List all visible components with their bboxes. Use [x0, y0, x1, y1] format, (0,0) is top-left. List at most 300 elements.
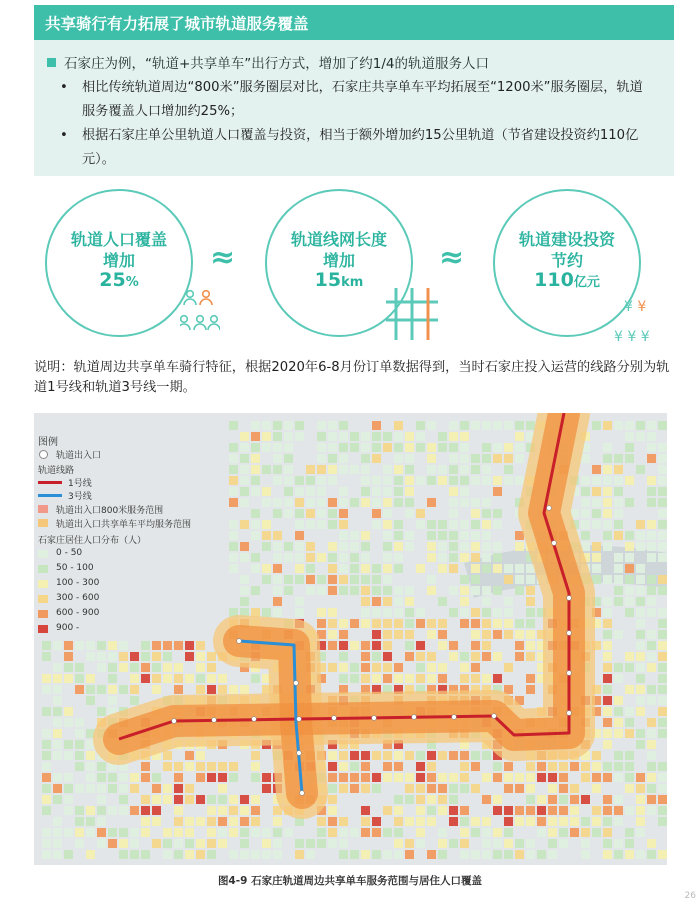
- population-cell: [394, 586, 403, 595]
- population-cell: [438, 663, 447, 672]
- population-cell: [196, 674, 205, 683]
- population-cell: [262, 773, 271, 782]
- population-cell: [240, 597, 249, 606]
- population-cell: [625, 751, 634, 760]
- population-cell: [438, 465, 447, 474]
- population-cell: [460, 773, 469, 782]
- population-cell: [603, 718, 612, 727]
- population-cell: [592, 828, 601, 837]
- population-cell: [449, 795, 458, 804]
- population-cell: [504, 619, 513, 628]
- population-cell: [295, 575, 304, 584]
- population-cell: [460, 531, 469, 540]
- population-cell: [438, 674, 447, 683]
- population-cell: [504, 597, 513, 606]
- population-cell: [207, 795, 216, 804]
- population-cell: [482, 652, 491, 661]
- population-cell: [339, 509, 348, 518]
- population-cell: [559, 795, 568, 804]
- population-cell: [97, 652, 106, 661]
- population-cell: [658, 850, 667, 859]
- population-cell: [317, 817, 326, 826]
- population-cell: [427, 751, 436, 760]
- population-cell: [207, 828, 216, 837]
- population-cell: [295, 850, 304, 859]
- population-cell: [339, 586, 348, 595]
- population-cell: [537, 762, 546, 771]
- population-cell: [438, 784, 447, 793]
- population-cell: [394, 828, 403, 837]
- population-cell: [493, 487, 502, 496]
- population-cell: [405, 531, 414, 540]
- population-cell: [449, 509, 458, 518]
- population-cell: [647, 586, 656, 595]
- population-cell: [383, 465, 392, 474]
- population-cell: [339, 465, 348, 474]
- population-cell: [636, 707, 645, 716]
- population-cell: [504, 454, 513, 463]
- population-cell: [251, 586, 260, 595]
- population-cell: [394, 597, 403, 606]
- population-cell: [273, 498, 282, 507]
- population-cell: [526, 685, 535, 694]
- approx-symbol: ≈: [439, 240, 465, 275]
- population-cell: [603, 839, 612, 848]
- population-cell: [42, 641, 51, 650]
- population-cell: [636, 674, 645, 683]
- population-cell: [592, 784, 601, 793]
- population-cell: [361, 652, 370, 661]
- population-cell: [339, 531, 348, 540]
- population-cell: [526, 674, 535, 683]
- population-cell: [493, 542, 502, 551]
- population-cell: [460, 806, 469, 815]
- population-cell: [339, 828, 348, 837]
- population-cell: [251, 828, 260, 837]
- population-cell: [339, 564, 348, 573]
- population-cell: [394, 421, 403, 430]
- population-cell: [240, 498, 249, 507]
- population-cell: [361, 762, 370, 771]
- population-cell: [350, 850, 359, 859]
- population-cell: [86, 641, 95, 650]
- population-cell: [273, 839, 282, 848]
- population-cell: [130, 674, 139, 683]
- population-cell: [636, 465, 645, 474]
- population-cell: [559, 784, 568, 793]
- population-cell: [306, 553, 315, 562]
- population-cell: [405, 509, 414, 518]
- population-cell: [317, 465, 326, 474]
- population-cell: [53, 795, 62, 804]
- population-cell: [416, 509, 425, 518]
- population-cell: [438, 619, 447, 628]
- population-cell: [383, 432, 392, 441]
- population-cell: [240, 465, 249, 474]
- stat-sub: 增加: [322, 251, 355, 270]
- population-cell: [328, 575, 337, 584]
- population-cell: [207, 806, 216, 815]
- panel-title: 共享骑行有力拓展了城市轨道服务覆盖: [45, 15, 309, 33]
- population-cell: [493, 828, 502, 837]
- population-cell: [636, 630, 645, 639]
- population-cell: [372, 663, 381, 672]
- population-cell: [636, 586, 645, 595]
- population-cell: [350, 751, 359, 760]
- population-cell: [229, 850, 238, 859]
- population-cell: [471, 421, 480, 430]
- population-cell: [86, 850, 95, 859]
- population-cell: [647, 531, 656, 540]
- population-cell: [152, 674, 161, 683]
- population-cell: [152, 817, 161, 826]
- population-cell: [229, 685, 238, 694]
- population-cell: [636, 685, 645, 694]
- population-cell: [647, 542, 656, 551]
- population-cell: [515, 619, 524, 628]
- population-cell: [328, 498, 337, 507]
- population-cell: [460, 553, 469, 562]
- population-cell: [251, 520, 260, 529]
- population-cell: [658, 553, 667, 562]
- population-cell: [416, 564, 425, 573]
- population-cell: [317, 520, 326, 529]
- population-cell: [295, 608, 304, 617]
- population-cell: [460, 762, 469, 771]
- population-cell: [416, 751, 425, 760]
- population-cell: [42, 795, 51, 804]
- population-cell: [284, 443, 293, 452]
- population-cell: [449, 784, 458, 793]
- population-cell: [438, 520, 447, 529]
- population-cell: [108, 696, 117, 705]
- population-cell: [394, 498, 403, 507]
- population-cell: [119, 795, 128, 804]
- population-cell: [207, 773, 216, 782]
- population-cell: [460, 465, 469, 474]
- population-cell: [97, 828, 106, 837]
- population-cell: [570, 828, 579, 837]
- population-cell: [317, 575, 326, 584]
- population-cell: [130, 850, 139, 859]
- population-cell: [361, 476, 370, 485]
- population-cell: [350, 663, 359, 672]
- population-cell: [405, 773, 414, 782]
- population-cell: [471, 850, 480, 859]
- summary-panel: [34, 5, 674, 176]
- population-cell: [647, 443, 656, 452]
- population-cell: [229, 806, 238, 815]
- population-cell: [394, 465, 403, 474]
- population-cell: [482, 531, 491, 540]
- population-cell: [614, 498, 623, 507]
- population-cell: [603, 685, 612, 694]
- population-cell: [372, 421, 381, 430]
- population-cell: [328, 619, 337, 628]
- population-cell: [394, 817, 403, 826]
- population-cell: [317, 421, 326, 430]
- population-cell: [394, 630, 403, 639]
- population-cell: [614, 663, 623, 672]
- population-cell: [405, 619, 414, 628]
- population-cell: [625, 685, 634, 694]
- population-cell: [493, 564, 502, 573]
- population-cell: [229, 498, 238, 507]
- population-cell: [636, 421, 645, 430]
- stat-circle-population: [45, 189, 193, 337]
- population-cell: [185, 817, 194, 826]
- population-cell: [647, 498, 656, 507]
- population-cell: [636, 619, 645, 628]
- population-cell: [614, 839, 623, 848]
- population-cell: [416, 619, 425, 628]
- population-cell: [658, 498, 667, 507]
- population-cell: [196, 652, 205, 661]
- population-cell: [471, 531, 480, 540]
- population-cell: [372, 597, 381, 606]
- population-cell: [53, 685, 62, 694]
- population-cell: [603, 740, 612, 749]
- station-entrance: [252, 717, 257, 722]
- population-cell: [471, 454, 480, 463]
- population-cell: [416, 784, 425, 793]
- population-cell: [163, 850, 172, 859]
- population-cell: [636, 817, 645, 826]
- population-cell: [614, 762, 623, 771]
- bullet-line: 相比传统轨道周边“800米”服务圈层对比，石家庄共享单车平均拓展至“1200米”服务圈层，轨道: [82, 80, 643, 95]
- population-cell: [273, 586, 282, 595]
- population-cell: [658, 586, 667, 595]
- population-cell: [482, 465, 491, 474]
- population-cell: [218, 839, 227, 848]
- population-cell: [394, 795, 403, 804]
- note-text: 说明：轨道周边共享单车骑行特征，根据2020年6-8月份订单数据得到，当时石家庄投入运营的线路分别为轨道1号线和轨道3号线一期。: [34, 360, 670, 395]
- population-cell: [64, 707, 73, 716]
- population-cell: [383, 575, 392, 584]
- population-cell: [130, 652, 139, 661]
- station-entrance: [567, 711, 572, 716]
- population-cell: [383, 487, 392, 496]
- population-cell: [416, 421, 425, 430]
- population-cell: [339, 751, 348, 760]
- population-cell: [328, 795, 337, 804]
- population-cell: [163, 762, 172, 771]
- legend-title: 图例: [38, 437, 58, 448]
- population-cell: [416, 641, 425, 650]
- population-cell: [614, 586, 623, 595]
- population-cell: [658, 509, 667, 518]
- population-cell: [515, 630, 524, 639]
- population-cell: [306, 564, 315, 573]
- population-cell: [262, 839, 271, 848]
- stat-value: 15: [314, 269, 342, 291]
- population-cell: [262, 520, 271, 529]
- population-cell: [251, 608, 260, 617]
- population-cell: [427, 817, 436, 826]
- population-cell: [526, 630, 535, 639]
- population-cell: [559, 817, 568, 826]
- population-cell: [262, 575, 271, 584]
- population-cell: [97, 685, 106, 694]
- population-cell: [427, 619, 436, 628]
- population-cell: [647, 696, 656, 705]
- population-cell: [284, 421, 293, 430]
- population-cell: [383, 608, 392, 617]
- population-cell: [42, 806, 51, 815]
- population-cell: [53, 773, 62, 782]
- population-cell: [427, 762, 436, 771]
- population-cell: [658, 652, 667, 661]
- population-cell: [515, 432, 524, 441]
- population-cell: [449, 751, 458, 760]
- population-cell: [394, 476, 403, 485]
- population-cell: [339, 762, 348, 771]
- population-cell: [515, 586, 524, 595]
- population-cell: [636, 542, 645, 551]
- population-cell: [603, 674, 612, 683]
- population-cell: [482, 421, 491, 430]
- population-cell: [482, 795, 491, 804]
- population-cell: [53, 839, 62, 848]
- population-cell: [53, 641, 62, 650]
- population-cell: [559, 806, 568, 815]
- population-cell: [229, 542, 238, 551]
- population-cell: [471, 553, 480, 562]
- population-cell: [548, 784, 557, 793]
- population-cell: [53, 696, 62, 705]
- population-cell: [625, 542, 634, 551]
- population-cell: [482, 553, 491, 562]
- population-cell: [339, 630, 348, 639]
- population-cell: [504, 773, 513, 782]
- population-cell: [328, 443, 337, 452]
- population-cell: [482, 498, 491, 507]
- population-cell: [273, 817, 282, 826]
- population-cell: [317, 608, 326, 617]
- population-cell: [405, 839, 414, 848]
- population-cell: [647, 520, 656, 529]
- population-cell: [339, 487, 348, 496]
- population-cell: [339, 520, 348, 529]
- population-cell: [559, 762, 568, 771]
- population-cell: [625, 586, 634, 595]
- population-cell: [603, 652, 612, 661]
- population-cell: [240, 828, 249, 837]
- population-cell: [460, 817, 469, 826]
- population-cell: [625, 531, 634, 540]
- population-cell: [372, 619, 381, 628]
- bullet-dot: •: [60, 80, 68, 95]
- population-cell: [295, 839, 304, 848]
- population-cell: [493, 608, 502, 617]
- population-cell: [460, 674, 469, 683]
- population-cell: [504, 828, 513, 837]
- population-cell: [625, 718, 634, 727]
- population-cell: [317, 839, 326, 848]
- population-cell: [53, 674, 62, 683]
- population-cell: [493, 795, 502, 804]
- population-cell: [603, 542, 612, 551]
- station-entrance: [412, 715, 417, 720]
- population-cell: [592, 575, 601, 584]
- population-cell: [647, 630, 656, 639]
- population-cell: [625, 608, 634, 617]
- population-cell: [482, 586, 491, 595]
- population-cell: [537, 795, 546, 804]
- population-cell: [97, 817, 106, 826]
- population-cell: [570, 795, 579, 804]
- population-cell: [328, 454, 337, 463]
- population-cell: [317, 828, 326, 837]
- population-cell: [603, 828, 612, 837]
- population-cell: [515, 839, 524, 848]
- bullet-item: [60, 76, 680, 124]
- population-cell: [427, 498, 436, 507]
- population-cell: [273, 542, 282, 551]
- population-cell: [625, 553, 634, 562]
- population-cell: [460, 432, 469, 441]
- population-cell: [504, 465, 513, 474]
- population-cell: [581, 520, 590, 529]
- population-cell: [603, 762, 612, 771]
- population-cell: [262, 542, 271, 551]
- population-cell: [42, 740, 51, 749]
- population-cell: [339, 421, 348, 430]
- population-cell: [163, 784, 172, 793]
- bullet-dot: •: [60, 128, 68, 143]
- population-cell: [372, 520, 381, 529]
- population-cell: [493, 773, 502, 782]
- population-cell: [460, 487, 469, 496]
- population-cell: [614, 696, 623, 705]
- population-cell: [251, 454, 260, 463]
- population-cell: [515, 476, 524, 485]
- population-cell: [251, 850, 260, 859]
- population-cell: [482, 520, 491, 529]
- population-cell: [317, 454, 326, 463]
- population-cell: [295, 564, 304, 573]
- population-cell: [273, 553, 282, 562]
- population-cell: [53, 828, 62, 837]
- population-cell: [614, 817, 623, 826]
- population-cell: [372, 487, 381, 496]
- population-cell: [207, 762, 216, 771]
- population-cell: [581, 531, 590, 540]
- population-cell: [614, 718, 623, 727]
- population-cell: [328, 432, 337, 441]
- population-cell: [174, 828, 183, 837]
- population-cell: [471, 762, 480, 771]
- population-cell: [229, 454, 238, 463]
- population-cell: [603, 520, 612, 529]
- population-cell: [240, 487, 249, 496]
- population-cell: [394, 520, 403, 529]
- population-cell: [361, 674, 370, 683]
- population-cell: [273, 850, 282, 859]
- population-cell: [658, 421, 667, 430]
- population-cell: [427, 542, 436, 551]
- population-cell: [251, 476, 260, 485]
- population-cell: [526, 806, 535, 815]
- population-cell: [460, 498, 469, 507]
- population-cell: [427, 443, 436, 452]
- population-cell: [306, 542, 315, 551]
- population-cell: [75, 784, 84, 793]
- population-cell: [515, 564, 524, 573]
- population-cell: [218, 685, 227, 694]
- population-cell: [614, 509, 623, 518]
- population-cell: [383, 443, 392, 452]
